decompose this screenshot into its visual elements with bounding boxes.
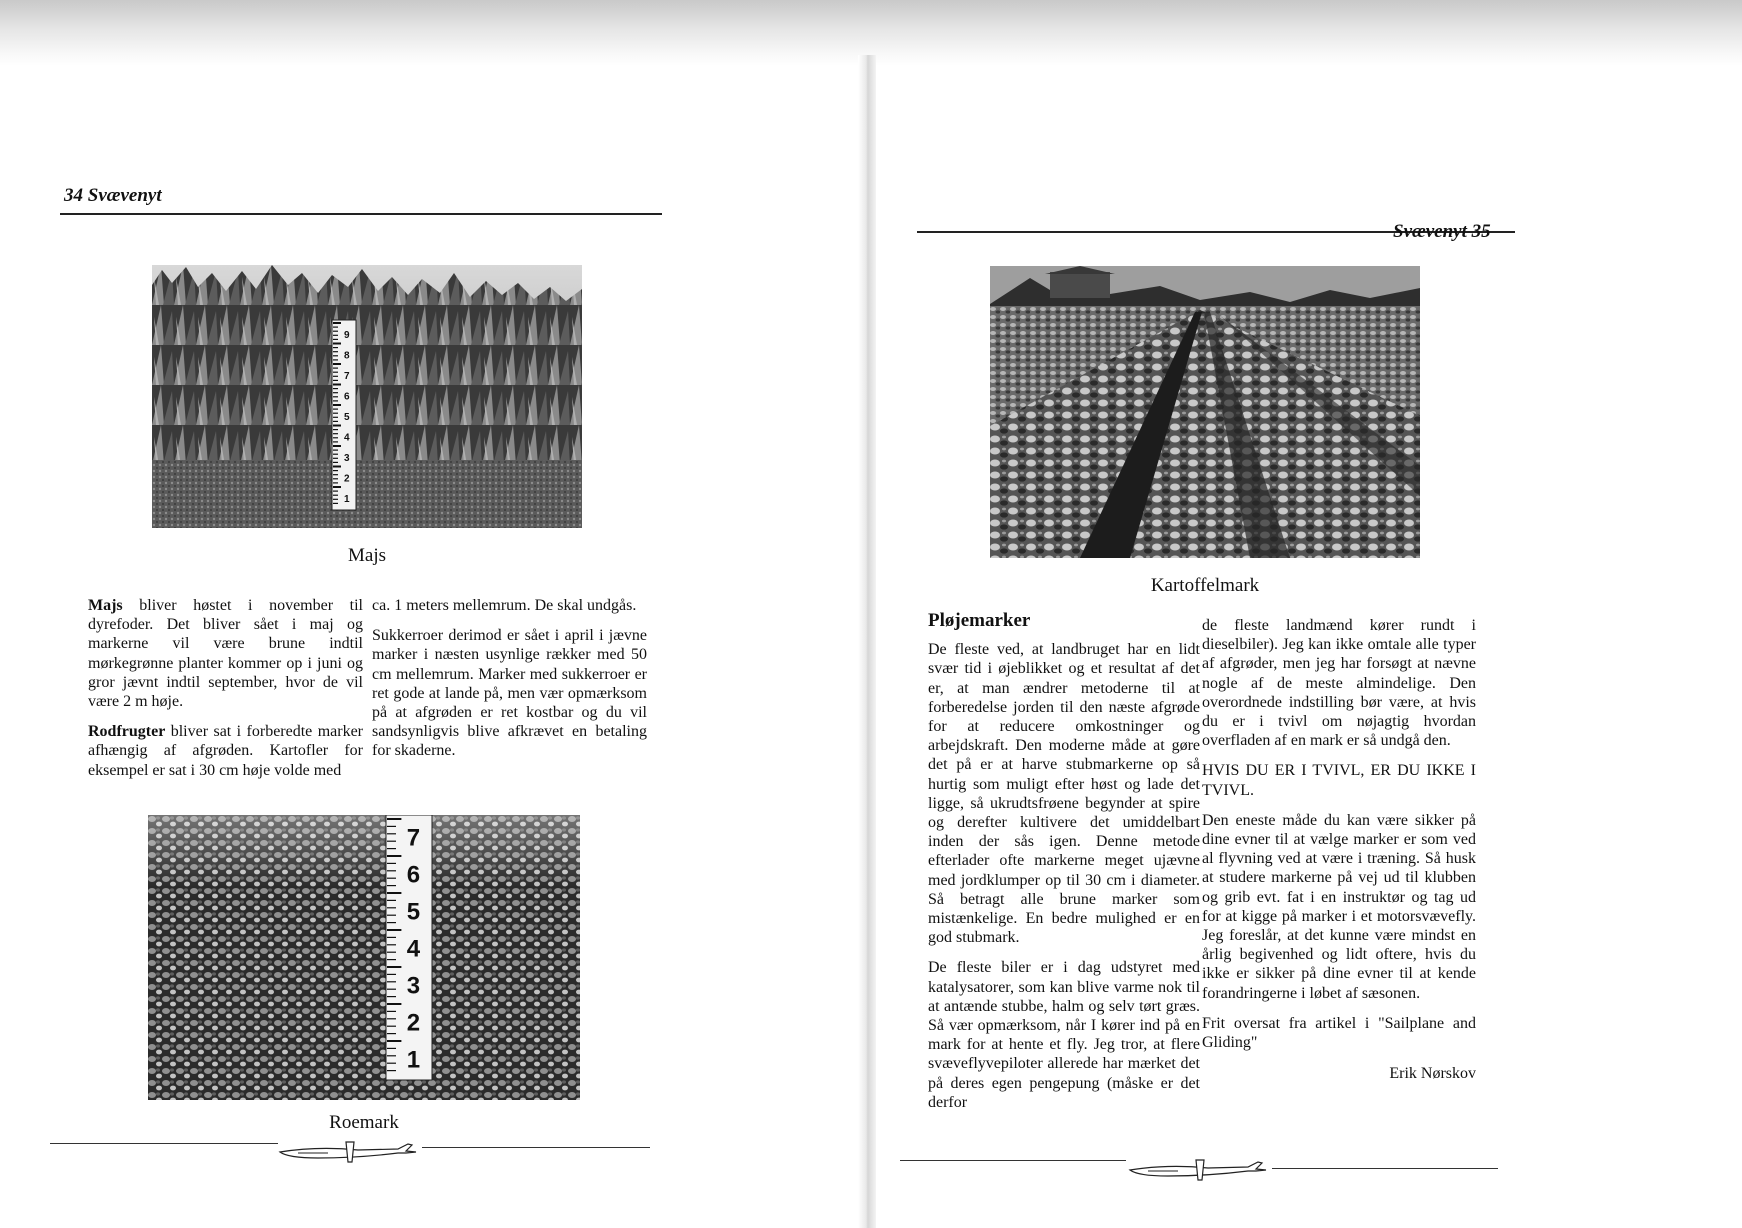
ruler-number: 7 (344, 370, 350, 382)
caption-majs: Majs (348, 545, 386, 566)
paragraph-sukkerroer: Sukkerroer derimod er sået i april i jævne marker i næsten usynlige rækker med 50 cm mellemrum. Marker med sukkerroer er ret gode at lande på, men vær opmærksom på at afgrøden er ret kostbar og du vil sandsynligvis blive afkrævet en betaling for skaderne. (372, 627, 647, 760)
header-rule-left (60, 213, 662, 215)
ruler-number: 1 (344, 493, 350, 505)
paragraph-tvivl: HVIS DU ER I TVIVL, ER DU IKKE I TVIVL. (1202, 762, 1476, 799)
cornfield-image (152, 265, 582, 528)
ruler-number: 8 (344, 350, 350, 362)
photo-beetfield (148, 815, 580, 1100)
footer-rule-left-b (422, 1147, 650, 1148)
paragraph-majs (88, 596, 363, 711)
footer-rule-right-a (900, 1160, 1126, 1161)
ruler-number: 2 (344, 473, 350, 485)
right-column-1 (928, 611, 1200, 1123)
ruler-number: 1 (406, 1046, 421, 1074)
author-signature: Erik Nørskov (1389, 1065, 1476, 1083)
photo-cornfield (152, 265, 582, 528)
beetfield-image (148, 815, 580, 1100)
term-rodfrugter: Rodfrugter (88, 723, 166, 741)
page-header-right: Svævenyt 35 (1393, 221, 1491, 242)
paragraph-rodfrugter (88, 722, 363, 780)
paragraph-landbruget: De fleste ved, at landbruget har en lidt svær tid i øjeblikket og et resultat af det er, at man ændrer metoderne til at forberedelse jorden til den næste afgrøde for at reducere omkostninger og arbejdskraft. Den moderne måde at gøre det på er at harve stubmarkerne op så hurtig som muligt efter høst og lade det ligge, så ukrudtsfrøene begynder at spire og derefter kultivere det umiddelbart inden der sås igen. Denne metode efterlader ofte markerne meget ujævne med jordklumper op til 30 cm i diameter. Så betragt alle brune marker som mistænkelige. En bedre mulighed er en god stubmark. (928, 641, 1200, 947)
ruler-number: 6 (344, 391, 350, 403)
paragraph-dieselbiler: de fleste landmænd kører rundt i dieselbiler). Jeg kan ikke omtale alle typer af afgrøder, men jeg har forsøgt at nævne nogle af de meste almindelige. Den overordnede indstilling bør være, at hvis du er i tvivl om nøjagtig hvordan overfladen af en mark er så undgå den. (1202, 617, 1476, 750)
right-page (870, 0, 1742, 1228)
ruler-number: 5 (344, 411, 350, 423)
paragraph-traening: Den eneste måde du kan være sikker på dine evner til at vælge marker er som ved al flyvning ved at være i træning. Så husk at studere markerne på vej ud til klubben og grib evt. fat i en instruktør og tag ud for at kigge på marker i et motorsvævefly. Jeg foreslår, at det kunne være mindst en årlig begivenhed og lidt oftere, hvis du ikke er sikker på dine evner til at kende forandringerne i løbet af sæsonen. (1202, 811, 1476, 1002)
right-column-2 (1202, 616, 1476, 1083)
left-column-1 (88, 596, 363, 791)
left-page (0, 0, 862, 1228)
text-majs: bliver høstet i november til dyrefoder. Det bliver sået i maj og markerne vil være brune indtil mørkegrønne planter kommer op i juni og gror jævnt indtil september, hvor de vil være 2 m høje. (88, 597, 363, 711)
page-header-left: 34 Svævenyt (64, 185, 162, 206)
paragraph-katalysatorer: De fleste biler er i dag udstyret med katalysatorer, som kan blive varme nok til at antænde stubbe, halm og selv tørt græs. Så vær opmærksom, når I kører ind på en mark for at hente et fly. Jeg tror, at flere svæveflyvepiloter allerede har mærket det på deres egen pengepung (måske er det derfor (928, 959, 1200, 1111)
glider-icon (1128, 1154, 1268, 1184)
footer-rule-right-b (1272, 1168, 1498, 1169)
ruler-number: 4 (406, 935, 421, 963)
left-column-2 (372, 596, 647, 772)
caption-kartoffelmark: Kartoffelmark (1150, 575, 1260, 596)
caption-roemark: Roemark (329, 1112, 399, 1133)
text-rodfrugter: bliver sat i forberedte marker afhængig af afgrøden. Kartofler for eksempel er sat i 30 cm høje volde med (88, 723, 363, 779)
ruler-number: 2 (406, 1009, 421, 1037)
photo-potatofield (990, 266, 1420, 558)
term-majs: Majs (88, 597, 123, 614)
ruler-number: 4 (344, 432, 350, 444)
paragraph-credit: Frit oversat fra artikel i "Sailplane and Gliding" (1202, 1014, 1476, 1052)
ruler-number: 7 (406, 824, 421, 852)
section-heading-plojemarker: Pløjemarker (928, 610, 1031, 631)
paragraph-undgaas: ca. 1 meters mellemrum. De skal undgås. (372, 597, 637, 614)
ruler-number: 3 (406, 972, 421, 1000)
ruler-number: 9 (344, 329, 350, 341)
glider-icon (278, 1136, 418, 1166)
ruler-number: 5 (406, 898, 421, 926)
footer-rule-left-a (50, 1143, 278, 1144)
potatofield-image (990, 266, 1420, 558)
ruler-number: 6 (406, 861, 421, 889)
ruler-number: 3 (344, 452, 350, 464)
